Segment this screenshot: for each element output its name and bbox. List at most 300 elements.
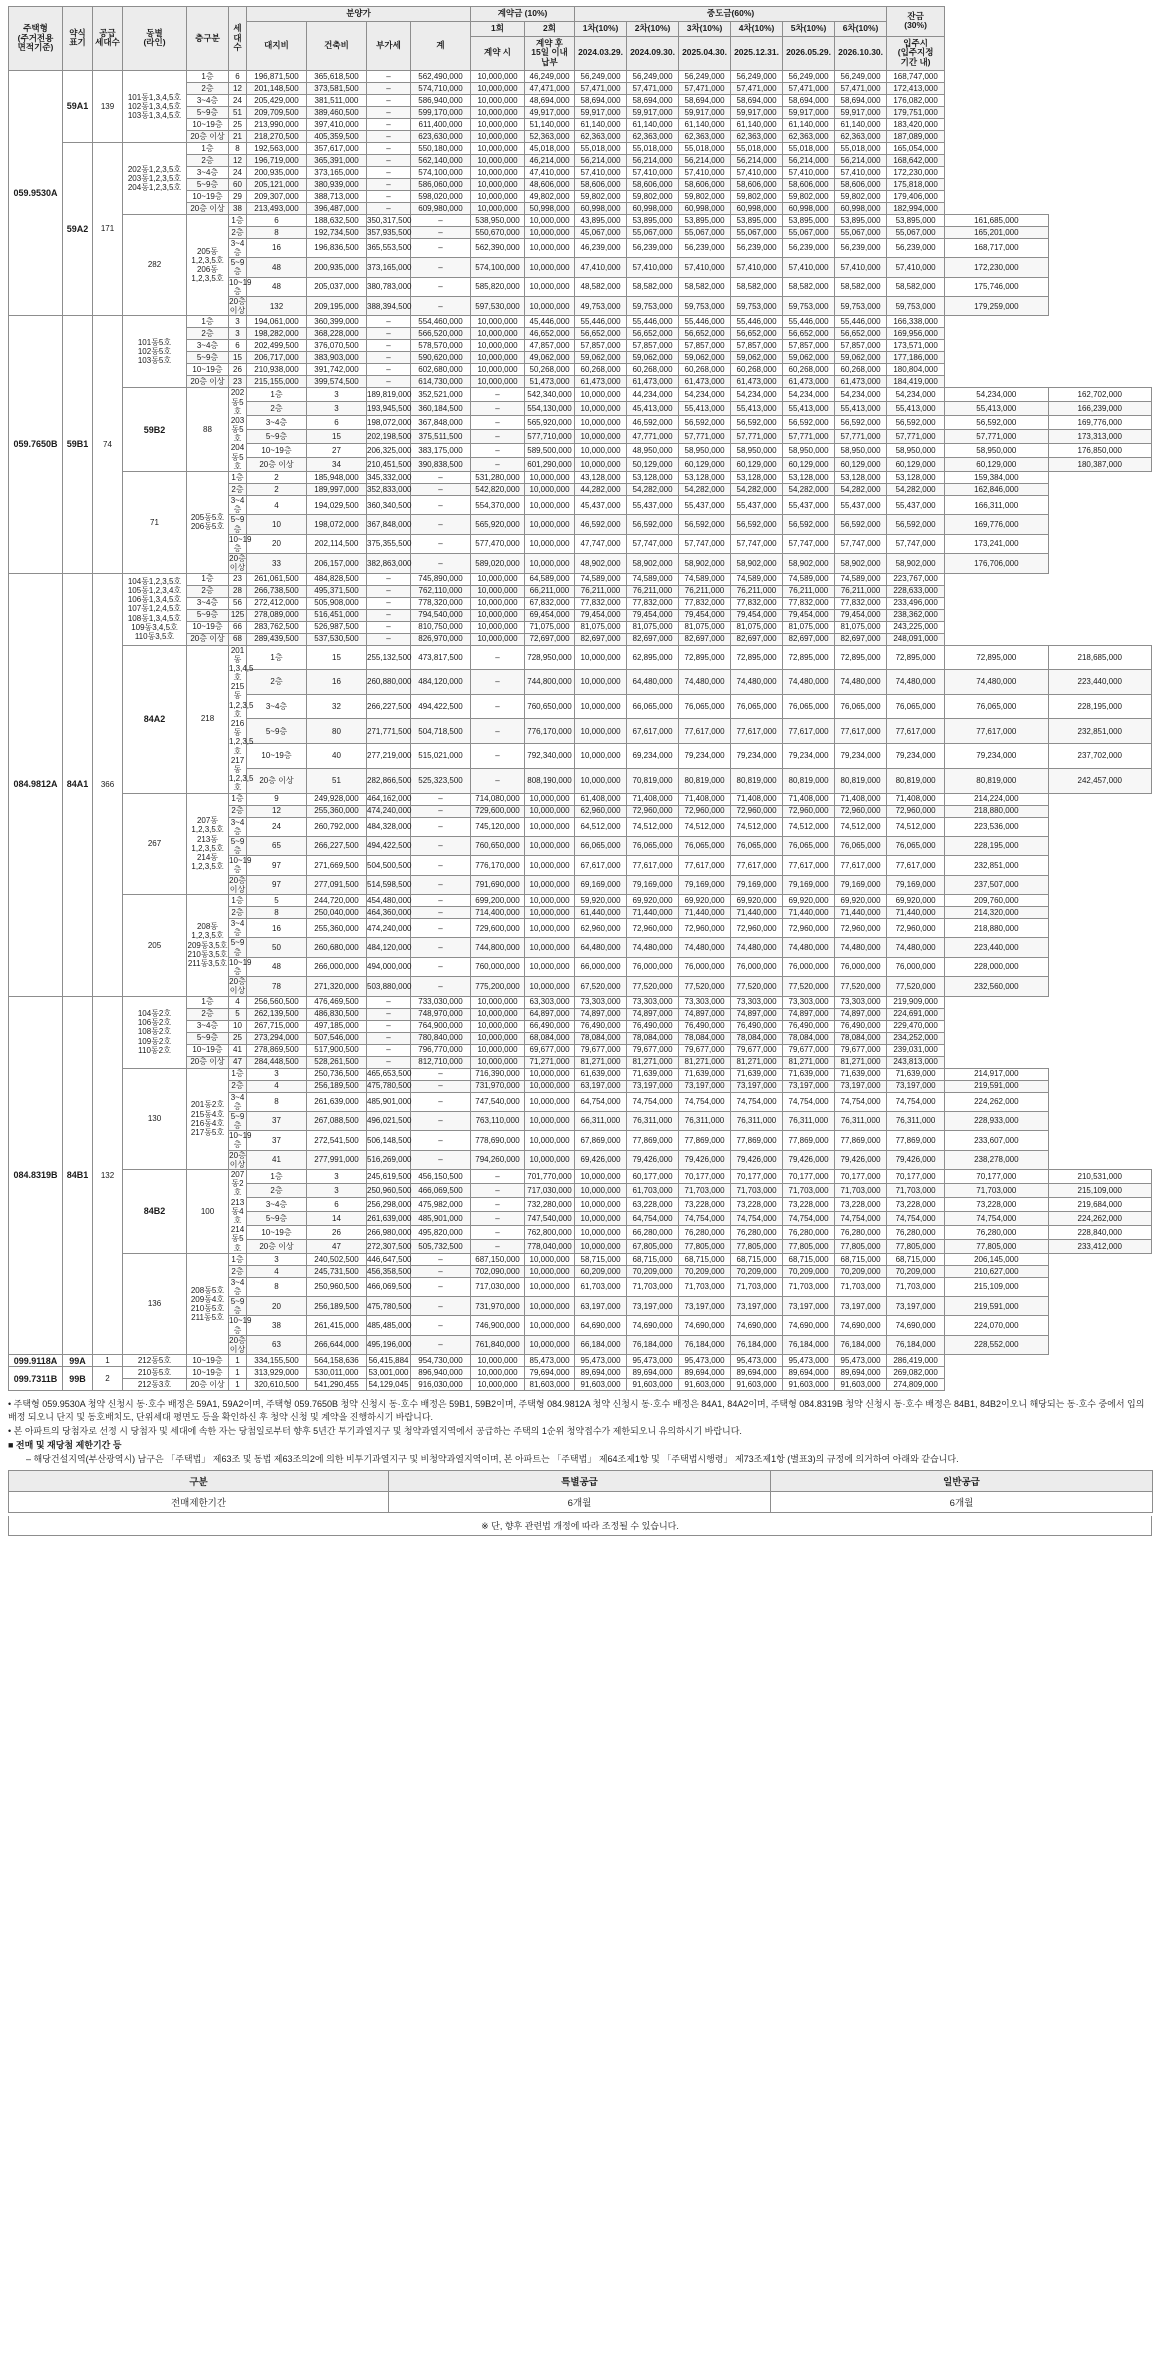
cell-m6: 58,582,000 <box>887 277 945 296</box>
cell-c2: 46,592,000 <box>575 515 627 534</box>
cell-c2: 49,062,000 <box>525 352 575 364</box>
cell-m6: 77,832,000 <box>835 597 887 609</box>
cell-build: 357,617,000 <box>307 142 367 154</box>
cell-m2: 57,410,000 <box>679 258 731 277</box>
cell-supply-count: 282 <box>123 214 187 316</box>
header-supply: 공급 세대수 <box>93 7 123 71</box>
cell-m4: 76,280,000 <box>835 1225 887 1239</box>
cell-m6: 95,473,000 <box>835 1355 887 1367</box>
cell-m2: 77,520,000 <box>679 977 731 996</box>
cell-bal: 243,813,000 <box>887 1056 945 1068</box>
cell-unit-count: 29 <box>229 190 247 202</box>
cell-m6: 76,280,000 <box>945 1225 1048 1239</box>
cell-bal: 234,252,000 <box>887 1032 945 1044</box>
cell-m6: 72,960,000 <box>887 919 945 938</box>
cell-m5: 91,603,000 <box>783 1379 835 1391</box>
cell-m4: 74,480,000 <box>783 938 835 957</box>
cell-m4: 79,454,000 <box>731 609 783 621</box>
cell-vat: – <box>367 118 411 130</box>
cell-m2: 59,802,000 <box>627 190 679 202</box>
cell-m2: 72,960,000 <box>679 805 731 817</box>
cell-floor-range: 10~19층 <box>187 118 229 130</box>
cell-vat: – <box>367 621 411 633</box>
cell-unit-count: 40 <box>307 744 367 769</box>
cell-build: 373,165,000 <box>367 258 411 277</box>
cell-m1: 89,694,000 <box>575 1367 627 1379</box>
cell-m6: 76,000,000 <box>887 957 945 976</box>
cell-c2: 45,413,000 <box>627 402 679 416</box>
cell-total: 531,280,000 <box>471 472 525 484</box>
cell-total: 744,800,000 <box>525 670 575 695</box>
cell-build: 352,833,000 <box>367 484 412 494</box>
cell-c2: 61,408,000 <box>575 793 627 805</box>
cell-c1: 10,000,000 <box>471 82 525 94</box>
cell-m1: 60,268,000 <box>575 364 627 376</box>
cell-m1: 72,895,000 <box>679 645 731 670</box>
cell-m1: 77,617,000 <box>679 719 731 744</box>
cell-c2: 64,512,000 <box>575 817 627 836</box>
cell-m4: 81,075,000 <box>731 621 783 633</box>
cell-bal: 233,496,000 <box>887 597 945 609</box>
cell-floor-range: 1층 <box>247 388 307 402</box>
cell-m4: 57,410,000 <box>783 258 835 277</box>
cell-dong-line: 101동5호 102동5호 103동5호 <box>123 316 187 388</box>
cell-unit-count: 14 <box>307 1211 367 1225</box>
cell-bal: 175,746,000 <box>945 277 1048 296</box>
cell-m2: 56,214,000 <box>627 154 679 166</box>
cell-m6: 82,697,000 <box>835 633 887 645</box>
table-row <box>9 645 1152 670</box>
cell-c2: 46,214,000 <box>525 154 575 166</box>
cell-floor-range: 1층 <box>187 70 229 82</box>
cell-c1: 10,000,000 <box>575 1225 627 1239</box>
cell-m6: 79,234,000 <box>945 744 1048 769</box>
cell-m4: 74,480,000 <box>835 670 887 695</box>
limit-row-label: 전매제한기간 <box>9 1492 389 1513</box>
cell-m2: 69,920,000 <box>679 895 731 907</box>
cell-m3: 71,703,000 <box>783 1183 835 1197</box>
cell-land: 267,715,000 <box>247 1020 307 1032</box>
cell-unit-count: 1 <box>229 1355 247 1367</box>
cell-unit-count: 132 <box>247 296 307 315</box>
cell-m6: 57,410,000 <box>835 166 887 178</box>
cell-floor-range: 3~4층 <box>187 94 229 106</box>
cell-m5: 53,128,000 <box>835 472 887 484</box>
cell-m1: 58,582,000 <box>627 277 679 296</box>
cell-m4: 60,129,000 <box>835 458 887 472</box>
cell-floor-range: 1층 <box>229 793 247 805</box>
cell-c1: 10,000,000 <box>525 515 575 534</box>
cell-m1: 55,018,000 <box>575 142 627 154</box>
cell-floor-range: 1층 <box>187 573 229 585</box>
cell-floor-range: 10~19층 <box>229 1131 252 1150</box>
cell-dong-line: 104동1,2,3,5호 105동1,2,3,4호 106동1,3,4,5호 107동1,2,4,5호 108동1,3,4,5호 109동3,4,5호 110동3,5호 <box>123 573 187 645</box>
cell-bal: 233,412,000 <box>1048 1239 1151 1253</box>
cell-floor-range: 1층 <box>187 316 229 328</box>
cell-supply-count: 88 <box>187 388 229 472</box>
cell-m5: 59,062,000 <box>783 352 835 364</box>
cell-m4: 57,857,000 <box>731 340 783 352</box>
cell-unit-count: 12 <box>247 805 307 817</box>
cell-c2: 66,000,000 <box>575 957 627 976</box>
cell-m1: 55,413,000 <box>679 402 731 416</box>
cell-m5: 68,715,000 <box>835 1253 887 1265</box>
cell-vat: – <box>367 1020 411 1032</box>
cell-vat: 54,129,045 <box>368 1380 409 1390</box>
cell-land: 202,114,500 <box>307 534 367 553</box>
cell-m6: 60,998,000 <box>835 202 887 214</box>
cell-floor-range: 1층 <box>229 472 247 484</box>
cell-vat: – <box>411 793 471 805</box>
cell-total: 566,520,000 <box>411 328 471 340</box>
cell-land: 272,541,500 <box>307 1131 367 1150</box>
notes-block <box>8 1398 1152 1466</box>
cell-vat: – <box>367 106 411 118</box>
cell-c2: 67,805,000 <box>627 1239 679 1253</box>
cell-unit-count: 65 <box>247 836 307 855</box>
cell-m4: 61,473,000 <box>731 376 783 388</box>
cell-m5: 59,917,000 <box>783 106 835 118</box>
cell-vat: – <box>411 907 471 919</box>
cell-m2: 74,480,000 <box>679 938 731 957</box>
cell-bal: 229,470,000 <box>887 1020 945 1032</box>
cell-m5: 77,805,000 <box>887 1239 945 1253</box>
cell-m5: 57,471,000 <box>783 82 835 94</box>
cell-unit-count: 4 <box>229 996 247 1008</box>
cell-m5: 55,437,000 <box>835 496 887 515</box>
cell-total: 716,390,000 <box>471 1068 525 1080</box>
cell-land: 209,307,000 <box>247 190 307 202</box>
cell-mark: 84A2 <box>123 645 187 793</box>
table-row <box>9 793 1152 805</box>
cell-c1: 10,000,000 <box>471 1056 525 1068</box>
note-item: ■ 전매 및 재당첨 제한기간 등 <box>8 1440 122 1451</box>
cell-build: 368,228,000 <box>307 328 367 340</box>
cell-m1: 58,606,000 <box>575 178 627 190</box>
cell-unit-count: 8 <box>247 226 307 238</box>
cell-vat: – <box>411 534 471 553</box>
cell-total: 542,340,000 <box>525 388 575 402</box>
cell-total: 776,170,000 <box>471 856 525 875</box>
header-mid-6: 6차(10%) <box>835 21 887 36</box>
cell-m6: 57,771,000 <box>945 430 1048 444</box>
cell-land: 271,669,500 <box>307 856 367 875</box>
cell-c2: 43,128,000 <box>575 472 627 484</box>
cell-m4: 68,715,000 <box>783 1253 835 1265</box>
cell-unit-count: 78 <box>247 977 307 996</box>
cell-unit-count: 38 <box>247 1316 307 1335</box>
cell-m5: 79,677,000 <box>783 1044 835 1056</box>
cell-vat: – <box>367 178 411 190</box>
cell-bal: 223,536,000 <box>945 817 1048 836</box>
header-mark: 약식 표기 <box>63 7 93 71</box>
cell-m1: 58,902,000 <box>627 554 679 573</box>
cell-total: 808,190,000 <box>525 768 575 793</box>
cell-unit-count: 2 <box>247 472 307 484</box>
cell-m3: 78,084,000 <box>679 1032 731 1044</box>
cell-m4: 77,869,000 <box>783 1131 835 1150</box>
cell-unit-count: 4 <box>247 496 307 515</box>
cell-land: 272,307,500 <box>367 1239 411 1253</box>
cell-total: 687,150,000 <box>471 1253 525 1265</box>
cell-c1: 10,000,000 <box>471 621 525 633</box>
limit-header-cell: 특별공급 <box>389 1471 771 1492</box>
cell-land: 278,869,500 <box>247 1044 307 1056</box>
cell-m1: 57,410,000 <box>575 166 627 178</box>
cell-m2: 55,437,000 <box>679 496 731 515</box>
header-mid-3: 3차(10%) <box>679 21 731 36</box>
header-contract-2: 2회 <box>525 21 575 36</box>
cell-m3: 62,363,000 <box>679 130 731 142</box>
cell-bal: 269,082,000 <box>887 1367 945 1379</box>
cell-m3: 58,606,000 <box>679 178 731 190</box>
cell-m2: 79,454,000 <box>627 609 679 621</box>
cell-vat: – <box>471 1239 525 1253</box>
cell-m4: 73,228,000 <box>835 1197 887 1211</box>
cell-m3: 55,413,000 <box>783 402 835 416</box>
cell-m1: 59,802,000 <box>575 190 627 202</box>
cell-total: 597,530,000 <box>471 296 525 315</box>
cell-bal: 162,702,000 <box>1048 388 1151 402</box>
cell-build: 367,848,000 <box>367 515 411 534</box>
cell-m2: 62,363,000 <box>627 130 679 142</box>
cell-land: 266,738,500 <box>247 585 307 597</box>
cell-c2: 66,065,000 <box>627 694 679 719</box>
cell-vat: – <box>411 238 471 257</box>
cell-bal: 218,685,000 <box>1048 645 1151 670</box>
cell-c2: 61,703,000 <box>575 1277 627 1296</box>
cell-m3: 72,960,000 <box>731 805 783 817</box>
cell-m4: 74,512,000 <box>783 817 835 836</box>
cell-build: 365,391,000 <box>307 154 367 166</box>
cell-m1: 72,960,000 <box>627 805 679 817</box>
cell-bal: 168,717,000 <box>945 238 1048 257</box>
cell-land: 205,037,000 <box>307 277 367 296</box>
cell-m6: 61,140,000 <box>835 118 887 130</box>
cell-m4: 56,592,000 <box>783 515 835 534</box>
cell-land: 262,139,500 <box>247 1008 307 1020</box>
cell-c1: 10,000,000 <box>525 277 575 296</box>
cell-m6: 74,512,000 <box>887 817 945 836</box>
cell-land: 256,189,500 <box>307 1297 367 1316</box>
cell-c1: 10,000,000 <box>471 1355 525 1367</box>
cell-m4: 60,268,000 <box>731 364 783 376</box>
cell-c2: 51,473,000 <box>525 376 575 388</box>
cell-m6: 81,075,000 <box>835 621 887 633</box>
cell-m5: 74,480,000 <box>887 670 945 695</box>
cell-unit-count: 6 <box>229 340 247 352</box>
cell-c1: 10,000,000 <box>471 106 525 118</box>
cell-unit-count: 8 <box>247 1277 307 1296</box>
cell-build: 505,732,500 <box>411 1239 471 1253</box>
cell-m5: 61,473,000 <box>783 376 835 388</box>
cell-floor-range: 1층 <box>229 1068 247 1080</box>
limit-header-cell: 구분 <box>9 1471 389 1492</box>
cell-land: 244,720,000 <box>307 895 367 907</box>
cell-c2: 66,311,000 <box>575 1111 627 1130</box>
supply-price-table <box>8 6 1152 1391</box>
cell-c2: 66,490,000 <box>525 1020 575 1032</box>
cell-m1: 70,209,000 <box>627 1265 679 1277</box>
cell-m2: 71,703,000 <box>679 1277 731 1296</box>
cell-unit-count: 80 <box>307 719 367 744</box>
cell-m1: 53,128,000 <box>627 472 679 484</box>
cell-total: 714,080,000 <box>471 793 525 805</box>
cell-build: 352,521,000 <box>411 388 471 402</box>
cell-floor-range: 5~9층 <box>229 1297 247 1316</box>
cell-c2: 61,703,000 <box>627 1183 679 1197</box>
cell-floor-range: 10~19층 <box>229 957 252 976</box>
cell-m6: 53,128,000 <box>887 472 945 484</box>
cell-bal: 223,440,000 <box>945 938 1048 957</box>
cell-m3: 55,437,000 <box>731 496 783 515</box>
cell-land: 210,451,500 <box>367 458 411 472</box>
cell-m3: 58,582,000 <box>731 277 783 296</box>
cell-dong-line: 212동3호 <box>123 1379 187 1391</box>
cell-land: 213,990,000 <box>247 118 307 130</box>
cell-vat: – <box>411 214 471 226</box>
cell-floor-range: 5~9층 <box>229 515 247 534</box>
header-contract-2-sub: 계약 후 15일 이내 납부 <box>525 36 575 70</box>
cell-m6: 71,703,000 <box>887 1277 945 1296</box>
cell-m4: 71,703,000 <box>783 1277 835 1296</box>
cell-unit-count: 15 <box>307 645 367 670</box>
cell-vat: – <box>411 805 471 817</box>
cell-floor-range: 3~4층 <box>229 1092 247 1111</box>
cell-dong-line: 208동1,2,3,5호 209동3,5호 210동3,5호 211동3,5호 <box>187 895 229 997</box>
cell-m6: 57,471,000 <box>835 82 887 94</box>
cell-build: 485,485,000 <box>367 1316 411 1335</box>
cell-floor-range: 10~19층 <box>187 190 229 202</box>
cell-dong-line: 212동5호 <box>123 1355 187 1367</box>
cell-m6: 56,592,000 <box>887 515 945 534</box>
cell-floor-range: 20층 이상 <box>229 554 246 573</box>
cell-m1: 71,408,000 <box>627 793 679 805</box>
cell-c1: 10,000,000 <box>575 1183 627 1197</box>
cell-total: 565,920,000 <box>471 515 525 534</box>
cell-land: 277,991,000 <box>307 1150 367 1169</box>
cell-land: 260,880,000 <box>367 670 411 695</box>
cell-c1: 10,000,000 <box>525 1277 575 1296</box>
cell-total: 562,490,000 <box>411 70 471 82</box>
cell-land: 193,945,500 <box>367 402 411 416</box>
cell-m1: 76,490,000 <box>575 1020 627 1032</box>
cell-unit-count: 24 <box>247 817 307 836</box>
cell-mark: 99B <box>63 1367 93 1391</box>
cell-unit-count: 48 <box>247 277 307 296</box>
cell-m1: 54,282,000 <box>627 484 679 496</box>
cell-m3: 56,239,000 <box>731 238 783 257</box>
cell-m1: 74,480,000 <box>679 670 731 695</box>
cell-m5: 54,282,000 <box>835 484 887 496</box>
note-item: • 주택형 059.9530A 청약 신청시 동·호수 배정은 59A1, 59A2이며, 주택형 059.7650B 청약 신청시 동·호수 배정은 59B1, 59B2이며, 주택형 084.9812A 청약 신청시 동·호수 배정은 84A1, 84A2이며, 주택형 084.8319B 청약 신청시 동·호수 배정은 84B1, 84B2이오니 해당되는 동·호수 중에서 입의배정 되오니 단지 및 동호배치도, 단위세대 평면도 등을 확인하신 후 청약 신청 및 계약을 진행하시기 바랍니다. <box>8 1399 1145 1423</box>
cell-unit-count: 37 <box>247 1131 307 1150</box>
cell-m6: 59,062,000 <box>835 352 887 364</box>
cell-total: 729,600,000 <box>471 919 525 938</box>
cell-vat: – <box>411 977 471 996</box>
cell-m5: 81,075,000 <box>783 621 835 633</box>
cell-m3: 56,592,000 <box>783 416 835 430</box>
cell-m2: 57,747,000 <box>679 534 731 553</box>
cell-bal: 224,262,000 <box>1048 1211 1151 1225</box>
cell-vat: – <box>367 597 411 609</box>
cell-floor-range: 20층 이상 <box>187 1056 229 1068</box>
cell-build: 495,196,000 <box>367 1335 411 1354</box>
cell-m6: 77,617,000 <box>887 856 945 875</box>
cell-m4: 72,960,000 <box>783 805 835 817</box>
cell-m1: 61,473,000 <box>575 376 627 388</box>
cell-floor-range: 3~4층 <box>187 1020 229 1032</box>
cell-vat: – <box>411 472 471 484</box>
cell-bal: 224,070,000 <box>945 1316 1048 1335</box>
cell-unit-count: 2 <box>247 484 307 496</box>
cell-bal: 228,933,000 <box>945 1111 1048 1130</box>
cell-m1: 76,211,000 <box>575 585 627 597</box>
cell-c2: 61,639,000 <box>575 1068 627 1080</box>
cell-m2: 53,895,000 <box>679 214 731 226</box>
cell-m1: 77,805,000 <box>679 1239 731 1253</box>
cell-bal: 176,850,000 <box>1048 444 1151 458</box>
cell-floor-range: 10~19층 <box>229 856 252 875</box>
cell-c2: 46,592,000 <box>627 416 679 430</box>
cell-m4: 55,067,000 <box>783 226 835 238</box>
cell-total: 826,970,000 <box>411 633 471 645</box>
cell-land: 245,619,500 <box>367 1170 411 1184</box>
cell-housing-type: 084.9812A <box>9 573 63 996</box>
cell-unit-count: 41 <box>247 1150 307 1169</box>
cell-m4: 55,413,000 <box>835 402 887 416</box>
cell-total: 778,040,000 <box>525 1239 575 1253</box>
cell-c1: 10,000,000 <box>575 1211 627 1225</box>
cell-m5: 59,753,000 <box>835 296 887 315</box>
cell-m1: 60,998,000 <box>575 202 627 214</box>
cell-unit-count: 6 <box>307 1197 367 1211</box>
cell-total: 732,280,000 <box>525 1197 575 1211</box>
cell-c1: 10,000,000 <box>471 1367 525 1379</box>
cell-m4: 59,802,000 <box>731 190 783 202</box>
cell-unit-count: 21 <box>229 130 247 142</box>
cell-m6: 60,268,000 <box>835 364 887 376</box>
cell-supply-count: 74 <box>93 316 123 573</box>
cell-c2: 60,177,000 <box>627 1170 679 1184</box>
cell-bal: 184,419,000 <box>887 376 945 388</box>
cell-vat: – <box>471 1170 525 1184</box>
cell-c2: 67,832,000 <box>525 597 575 609</box>
cell-m1: 57,410,000 <box>627 258 679 277</box>
cell-c1: 10,000,000 <box>575 1239 627 1253</box>
cell-m6: 60,129,000 <box>945 458 1048 472</box>
cell-vat: – <box>411 258 471 277</box>
cell-floor-range: 5~9층 <box>229 836 247 855</box>
cell-total: 748,970,000 <box>411 1008 471 1020</box>
cell-c1: 10,000,000 <box>525 805 575 817</box>
cell-m6: 76,065,000 <box>945 694 1048 719</box>
cell-floor-range: 2층 <box>229 907 247 919</box>
cell-m5: 71,703,000 <box>835 1277 887 1296</box>
cell-total: 731,970,000 <box>471 1080 525 1092</box>
cell-build: 494,422,500 <box>367 836 411 855</box>
cell-land: 277,219,000 <box>367 744 411 769</box>
cell-m5: 57,857,000 <box>783 340 835 352</box>
cell-unit-count: 47 <box>307 1239 367 1253</box>
cell-m5: 72,895,000 <box>887 645 945 670</box>
cell-m6: 73,228,000 <box>945 1197 1048 1211</box>
cell-floor-range: 5~9층 <box>187 178 229 190</box>
cell-m3: 80,819,000 <box>783 768 835 793</box>
cell-land: 206,157,000 <box>307 554 367 573</box>
cell-land: 194,029,500 <box>307 496 367 515</box>
cell-total: 745,890,000 <box>411 573 471 585</box>
